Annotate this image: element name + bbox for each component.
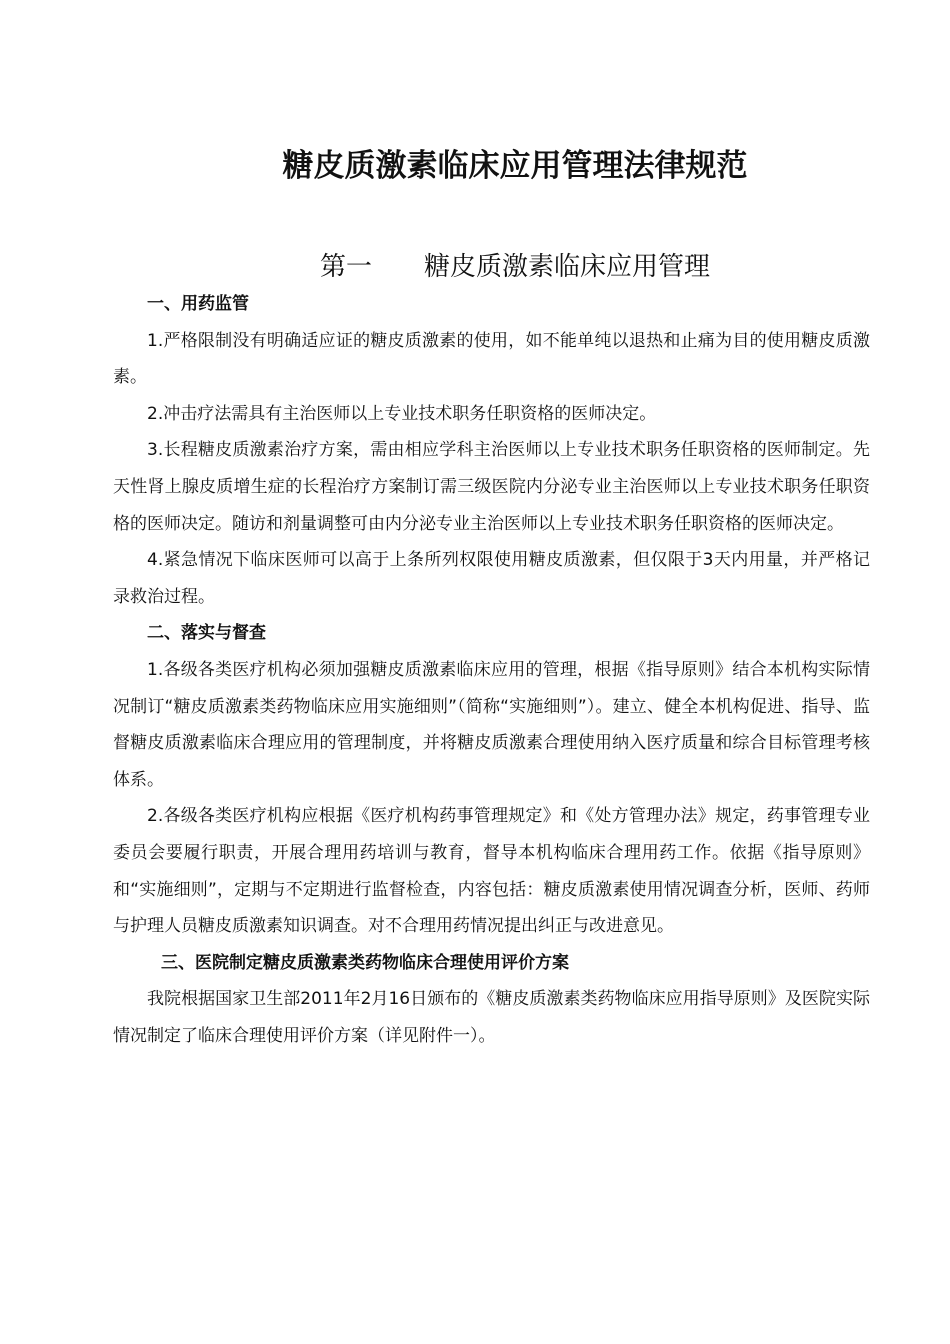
paragraph: 2.冲击疗法需具有主治医师以上专业技术职务任职资格的医师决定。: [147, 403, 657, 424]
section-heading: 三、医院制定糖皮质激素类药物临床合理使用评价方案: [161, 952, 569, 973]
paragraph: 4.紧急情况下临床医师可以高于上条所列权限使用糖皮质激素，但仅限于3天内用量，并严格记录救治过程。: [113, 550, 870, 607]
document-body: [113, 286, 870, 1054]
document-title: 糖皮质激素临床应用管理法律规范: [282, 148, 748, 184]
paragraph: 2.各级各类医疗机构应根据《医疗机构药事管理规定》和《处方管理办法》规定，药事管理专业委员会要履行职责，开展合理用药培训与教育，督导本机构临床合理用药工作。依据《指导原则》和“实施细则”，定期与不定期进行监督检查，内容包括：糖皮质激素使用情况调查分析，医师、药师与护理人员糖皮质激素知识调查。对不合理用药情况提出纠正与改进意见。: [113, 806, 870, 937]
chapter-title: 第一 糖皮质激素临床应用管理: [319, 252, 710, 282]
paragraph: 1.严格限制没有明确适应证的糖皮质激素的使用，如不能单纯以退热和止痛为目的使用糖皮质激素。: [113, 330, 870, 388]
section-heading: 一、用药监管: [147, 294, 249, 314]
paragraph: 1.各级各类医疗机构必须加强糖皮质激素临床应用的管理，根据《指导原则》结合本机构实际情况制订“糖皮质激素类药物临床应用实施细则”（简称“实施细则”）。建立、健全本机构促进、指导、监督糖皮质激素临床合理应用的管理制度，并将糖皮质激素合理使用纳入医疗质量和综合目标管理考核体系。: [113, 659, 870, 790]
paragraph: 3.长程糖皮质激素治疗方案，需由相应学科主治医师以上专业技术职务任职资格的医师制定。先天性肾上腺皮质增生症的长程治疗方案制订需三级医院内分泌专业主治医师以上专业技术职务任职资格的医师决定。随访和剂量调整可由内分泌专业主治医师以上专业技术职务任职资格的医师决定。: [113, 440, 870, 534]
paragraph: 我院根据国家卫生部2011年2月16日颁布的《糖皮质激素类药物临床应用指导原则》及医院实际情况制定了临床合理使用评价方案（详见附件一）。: [113, 989, 870, 1046]
section-heading: 二、落实与督查: [147, 623, 266, 644]
